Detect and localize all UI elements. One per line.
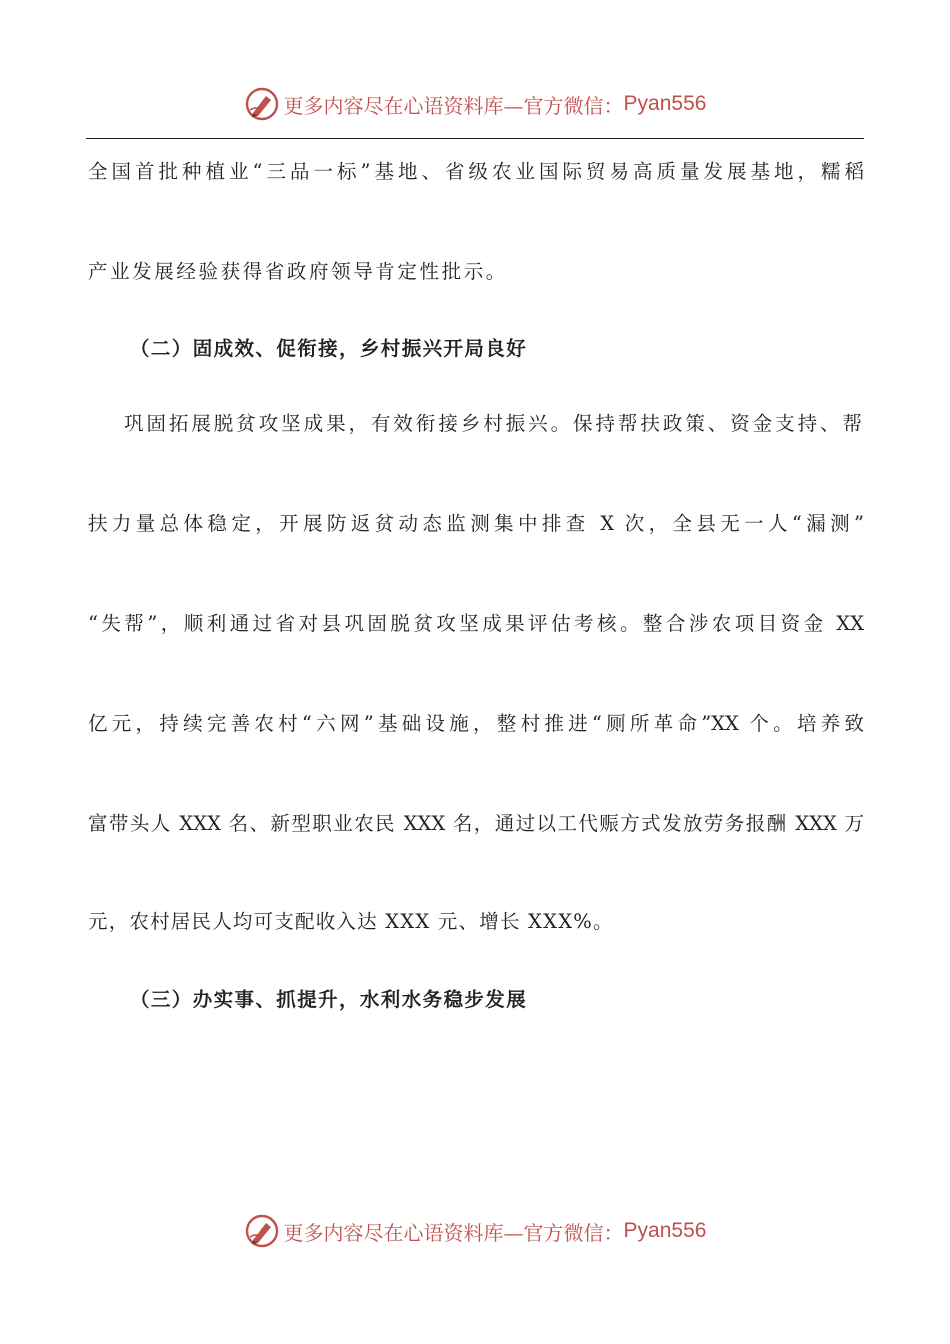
footer-banner-text: 更多内容尽在心语资料库—官方微信： xyxy=(283,1220,624,1245)
section-heading-3: （三）办实事、抓提升，水利水务稳步发展 xyxy=(130,988,528,1011)
paragraph-line: 产业发展经验获得省政府领导肯定性批示。 xyxy=(88,260,508,283)
header-divider xyxy=(86,138,864,139)
paragraph-line: 亿元，持续完善农村“六网”基础设施，整村推进“厕所革命”XX 个。培养致 xyxy=(88,712,864,735)
paragraph-line: 全国首批种植业“三品一标”基地、省级农业国际贸易高质量发展基地，糯稻 xyxy=(88,160,864,183)
paragraph-line: 扶力量总体稳定，开展防返贫动态监测集中排查 X 次，全县无一人“漏测” xyxy=(88,512,864,535)
header-wechat-id: Pyan556 xyxy=(623,92,707,115)
paragraph-line: 巩固拓展脱贫攻坚成果，有效衔接乡村振兴。保持帮扶政策、资金支持、帮 xyxy=(124,412,862,435)
header-banner-text: 更多内容尽在心语资料库—官方微信： xyxy=(283,93,624,118)
header-banner xyxy=(0,84,950,124)
pen-logo-icon xyxy=(244,1213,280,1249)
footer-banner xyxy=(0,1211,950,1251)
paragraph-line: 元，农村居民人均可支配收入达 XXX 元、增长 XXX%。 xyxy=(88,910,614,933)
pen-logo-icon xyxy=(244,86,280,122)
paragraph-line: “失帮”，顺利通过省对县巩固脱贫攻坚成果评估考核。整合涉农项目资金 XX xyxy=(88,612,864,635)
paragraph-line: 富带头人 XXX 名、新型职业农民 XXX 名，通过以工代赈方式发放劳务报酬 XXX 万 xyxy=(88,812,864,835)
section-heading-2: （二）固成效、促衔接，乡村振兴开局良好 xyxy=(130,337,528,360)
footer-wechat-id: Pyan556 xyxy=(623,1219,707,1242)
